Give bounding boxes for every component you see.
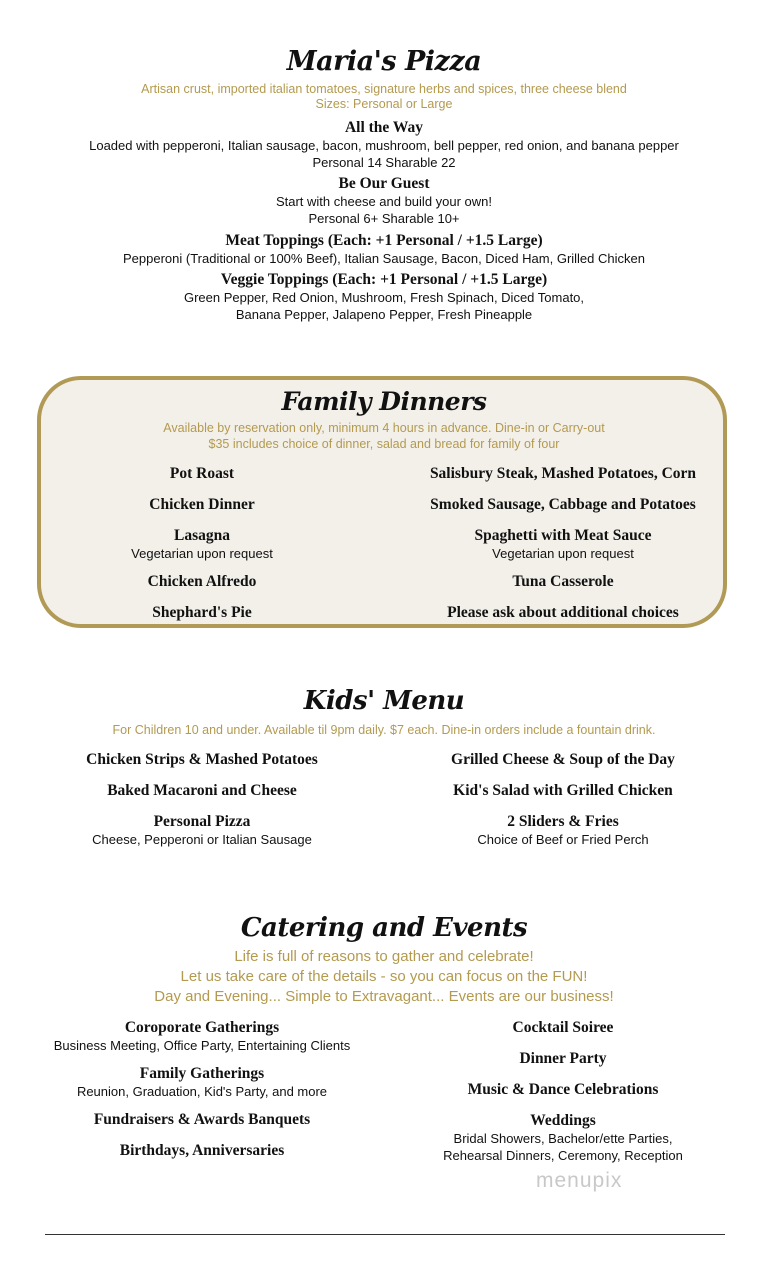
kids-item: Kid's Salad with Grilled Chicken: [453, 782, 673, 799]
family-dinners-title: Family Dinners: [281, 387, 487, 416]
catering-item: Coroporate Gatherings: [124, 1019, 280, 1036]
catering-item-note: Rehearsal Dinners, Ceremony, Reception: [443, 1148, 683, 1163]
catering-item: Dinner Party: [519, 1050, 607, 1067]
kids-item: Personal Pizza: [153, 813, 251, 830]
family-item: Chicken Alfredo: [147, 573, 257, 590]
family-item: Lasagna: [174, 527, 230, 544]
meat-toppings-heading: Meat Toppings (Each: +1 Personal / +1.5 Large): [225, 232, 543, 249]
be-our-guest-price: Personal 6+ Sharable 10+: [308, 211, 460, 226]
all-the-way-desc: Loaded with pepperoni, Italian sausage, bacon, mushroom, bell pepper, red onion, and banana pepper: [89, 138, 679, 153]
kids-item: 2 Sliders & Fries: [507, 813, 619, 830]
catering-tagline-1: Life is full of reasons to gather and celebrate!: [234, 948, 534, 965]
family-item: Shephard's Pie: [152, 604, 252, 621]
veggie-toppings-list-2: Banana Pepper, Jalapeno Pepper, Fresh Pineapple: [235, 307, 533, 322]
veggie-toppings-list-1: Green Pepper, Red Onion, Mushroom, Fresh Spinach, Diced Tomato,: [183, 290, 585, 305]
family-item: Chicken Dinner: [149, 496, 255, 513]
family-item: Pot Roast: [169, 465, 235, 482]
family-item-note: Vegetarian upon request: [492, 546, 634, 561]
kids-item-note: Cheese, Pepperoni or Italian Sausage: [92, 832, 312, 847]
catering-item-note: Bridal Showers, Bachelor/ette Parties,: [453, 1131, 673, 1146]
family-item: Please ask about additional choices: [447, 604, 679, 621]
catering-tagline-3: Day and Evening... Simple to Extravagant... Events are our business!: [154, 988, 614, 1005]
family-item: Salisbury Steak, Mashed Potatoes, Corn: [429, 465, 697, 482]
pizza-section-title: Maria's Pizza: [286, 46, 482, 77]
catering-tagline-2: Let us take care of the details - so you can focus on the FUN!: [180, 968, 588, 985]
kids-item: Chicken Strips & Mashed Potatoes: [86, 751, 318, 768]
family-item: Spaghetti with Meat Sauce: [474, 527, 652, 544]
watermark-logo: menupix: [536, 1169, 623, 1192]
catering-item: Family Gatherings: [139, 1065, 265, 1082]
catering-item: Fundraisers & Awards Banquets: [93, 1111, 311, 1128]
family-item-note: Vegetarian upon request: [131, 546, 273, 561]
meat-toppings-list: Pepperoni (Traditional or 100% Beef), Italian Sausage, Bacon, Diced Ham, Grilled Chicken: [123, 251, 645, 266]
catering-item-note: Reunion, Graduation, Kid's Party, and more: [76, 1084, 328, 1099]
be-our-guest-desc: Start with cheese and build your own!: [275, 194, 493, 209]
kids-item: Grilled Cheese & Soup of the Day: [451, 751, 675, 768]
catering-item: Music & Dance Celebrations: [467, 1081, 659, 1098]
kids-item-note: Choice of Beef or Fried Perch: [477, 832, 649, 847]
family-item: Tuna Casserole: [512, 573, 614, 590]
kids-menu-subtitle: For Children 10 and under. Available til 9pm daily. $7 each. Dine-in orders include a fountain drink.: [112, 723, 656, 737]
family-dinners-info-2: $35 includes choice of dinner, salad and bread for family of four: [208, 437, 560, 451]
catering-title: Catering and Events: [240, 913, 528, 943]
catering-item: Cocktail Soiree: [512, 1019, 614, 1036]
family-item: Smoked Sausage, Cabbage and Potatoes: [430, 496, 696, 513]
kids-menu-title: Kids' Menu: [303, 686, 465, 716]
catering-item-note: Business Meeting, Office Party, Entertaining Clients: [53, 1038, 351, 1053]
all-the-way-price: Personal 14 Sharable 22: [312, 155, 456, 170]
pizza-sizes: Sizes: Personal or Large: [315, 97, 453, 111]
veggie-toppings-heading: Veggie Toppings (Each: +1 Personal / +1.5 Large): [220, 271, 548, 288]
kids-item: Baked Macaroni and Cheese: [107, 782, 297, 799]
bottom-divider: [45, 1234, 725, 1235]
pizza-description: Artisan crust, imported italian tomatoes, signature herbs and spices, three cheese blend: [141, 82, 627, 96]
catering-item: Birthdays, Anniversaries: [119, 1142, 285, 1159]
all-the-way-name: All the Way: [344, 119, 424, 136]
catering-item: Weddings: [530, 1112, 596, 1129]
family-dinners-info-1: Available by reservation only, minimum 4 hours in advance. Dine-in or Carry-out: [163, 421, 605, 435]
be-our-guest-name: Be Our Guest: [338, 175, 430, 192]
